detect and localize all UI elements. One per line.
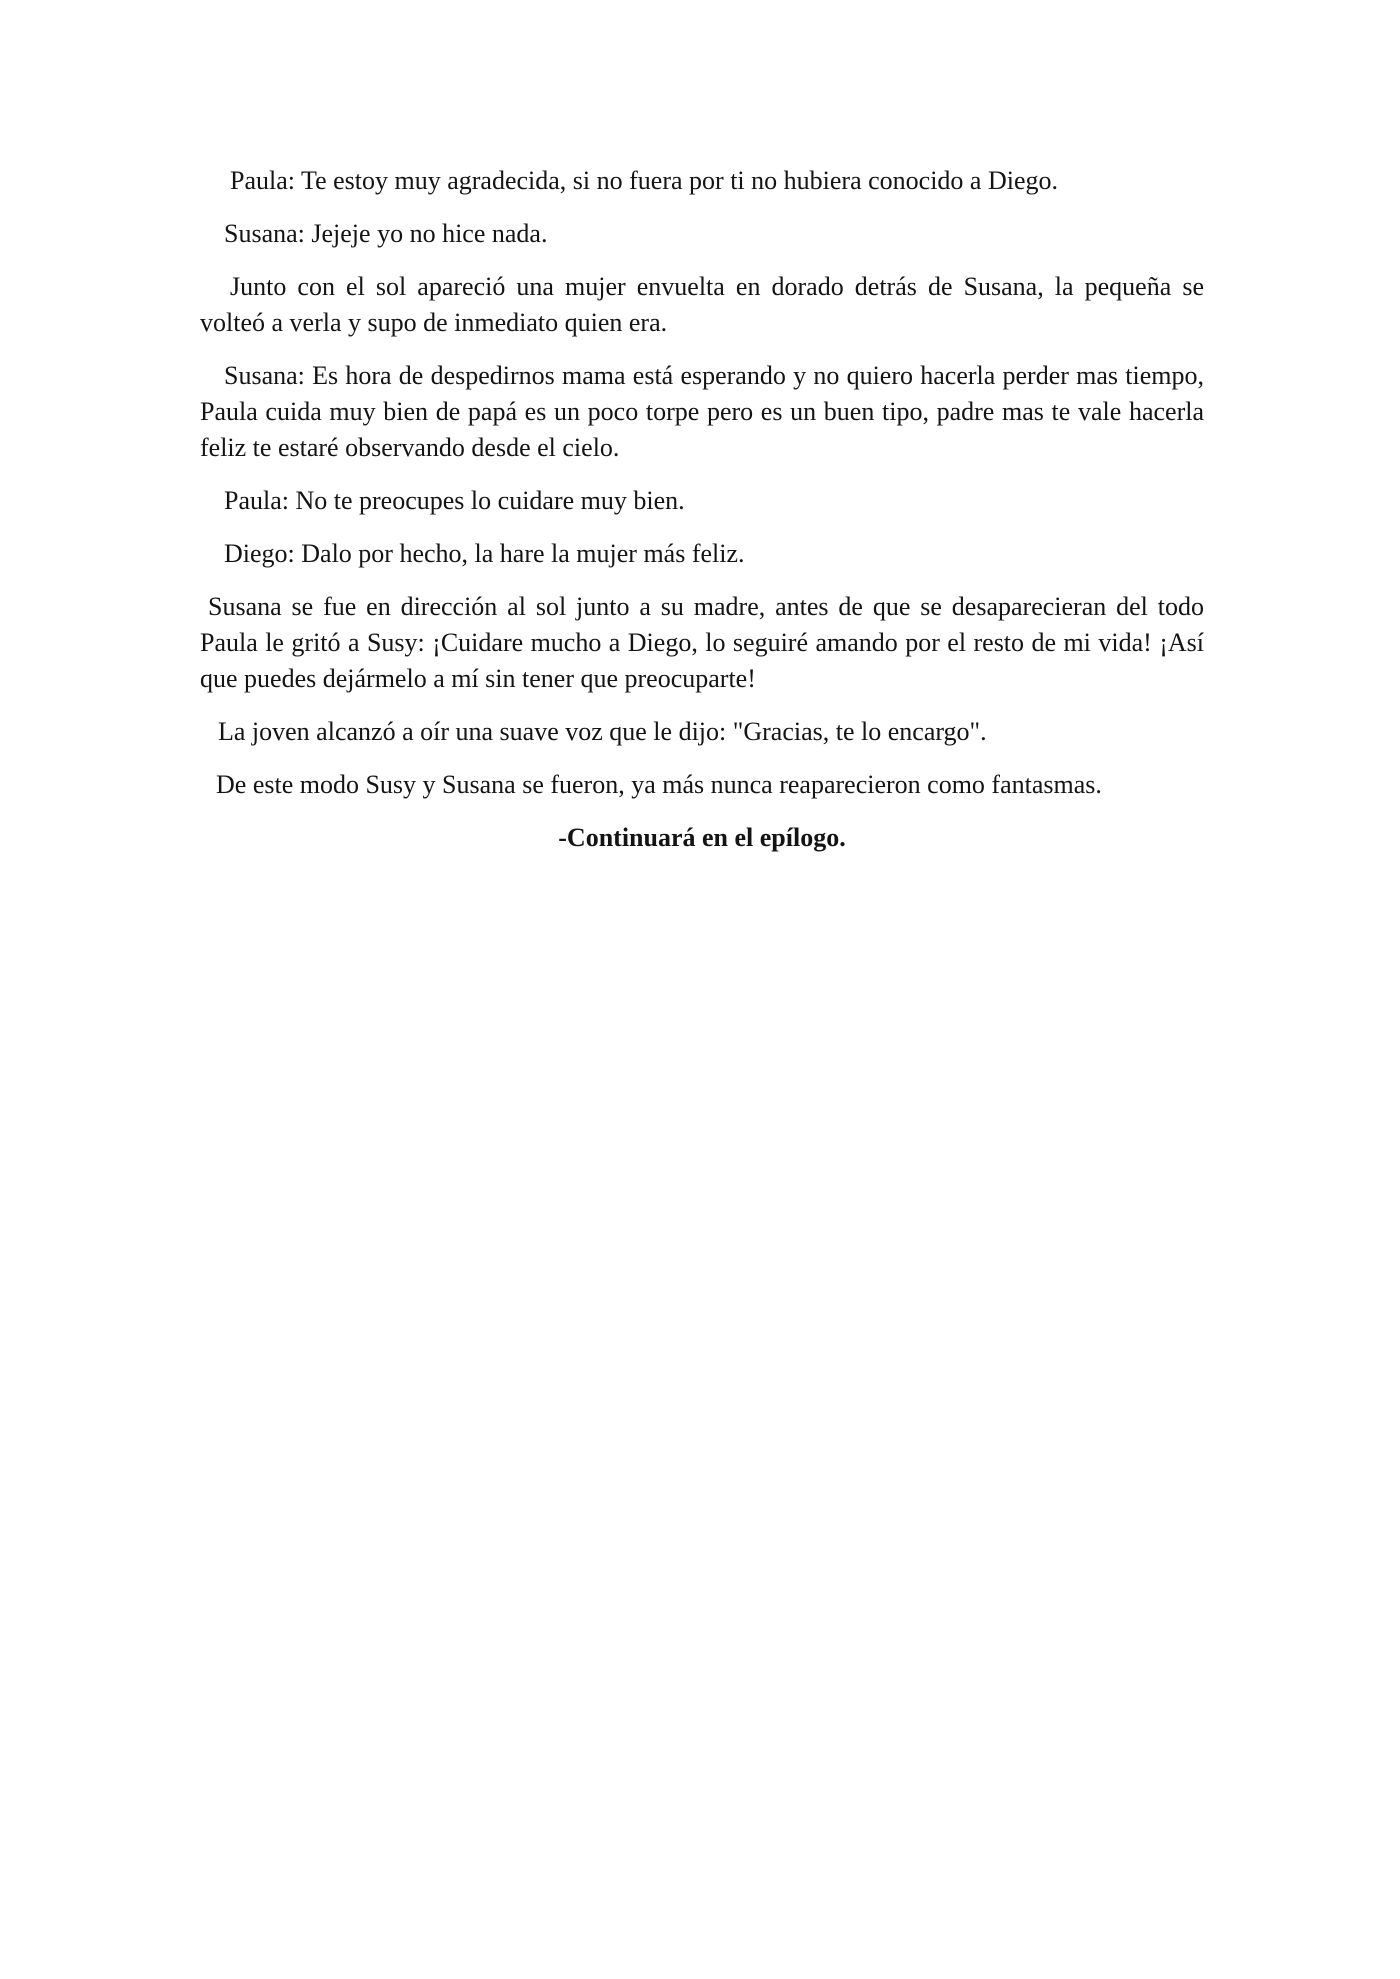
paragraph-2: Susana: Jejeje yo no hice nada.	[224, 219, 548, 248]
paragraph-4: Susana: Es hora de despedirnos mama está esperando y no quiero hacerla perder mas tiempo, Paula cuida muy bien de papá es un poco torpe pero es un buen tipo, padre mas te vale hacerla feliz te estaré observando desde el cielo.	[200, 361, 1204, 462]
paragraph-6: Diego: Dalo por hecho, la hare la mujer más feliz.	[224, 539, 745, 568]
document-body	[200, 163, 1204, 856]
paragraph-1: Paula: Te estoy muy agradecida, si no fuera por ti no hubiera conocido a Diego.	[230, 166, 1059, 195]
paragraph-5: Paula: No te preocupes lo cuidare muy bien.	[224, 486, 685, 515]
continuation-note: -Continuará en el epílogo.	[558, 823, 846, 852]
paragraph-8: La joven alcanzó a oír una suave voz que le dijo: "Gracias, te lo encargo".	[218, 717, 987, 746]
paragraph-3: Junto con el sol apareció una mujer envuelta en dorado detrás de Susana, la pequeña se volteó a verla y supo de inmediato quien era.	[200, 272, 1204, 337]
paragraph-7: Susana se fue en dirección al sol junto a su madre, antes de que se desaparecieran del todo Paula le gritó a Susy: ¡Cuidare mucho a Diego, lo seguiré amando por el resto de mi vida! ¡Así que puedes dejármelo a mí sin tener que preocuparte!	[200, 592, 1204, 693]
paragraph-9: De este modo Susy y Susana se fueron, ya más nunca reaparecieron como fantasmas.	[216, 770, 1102, 799]
